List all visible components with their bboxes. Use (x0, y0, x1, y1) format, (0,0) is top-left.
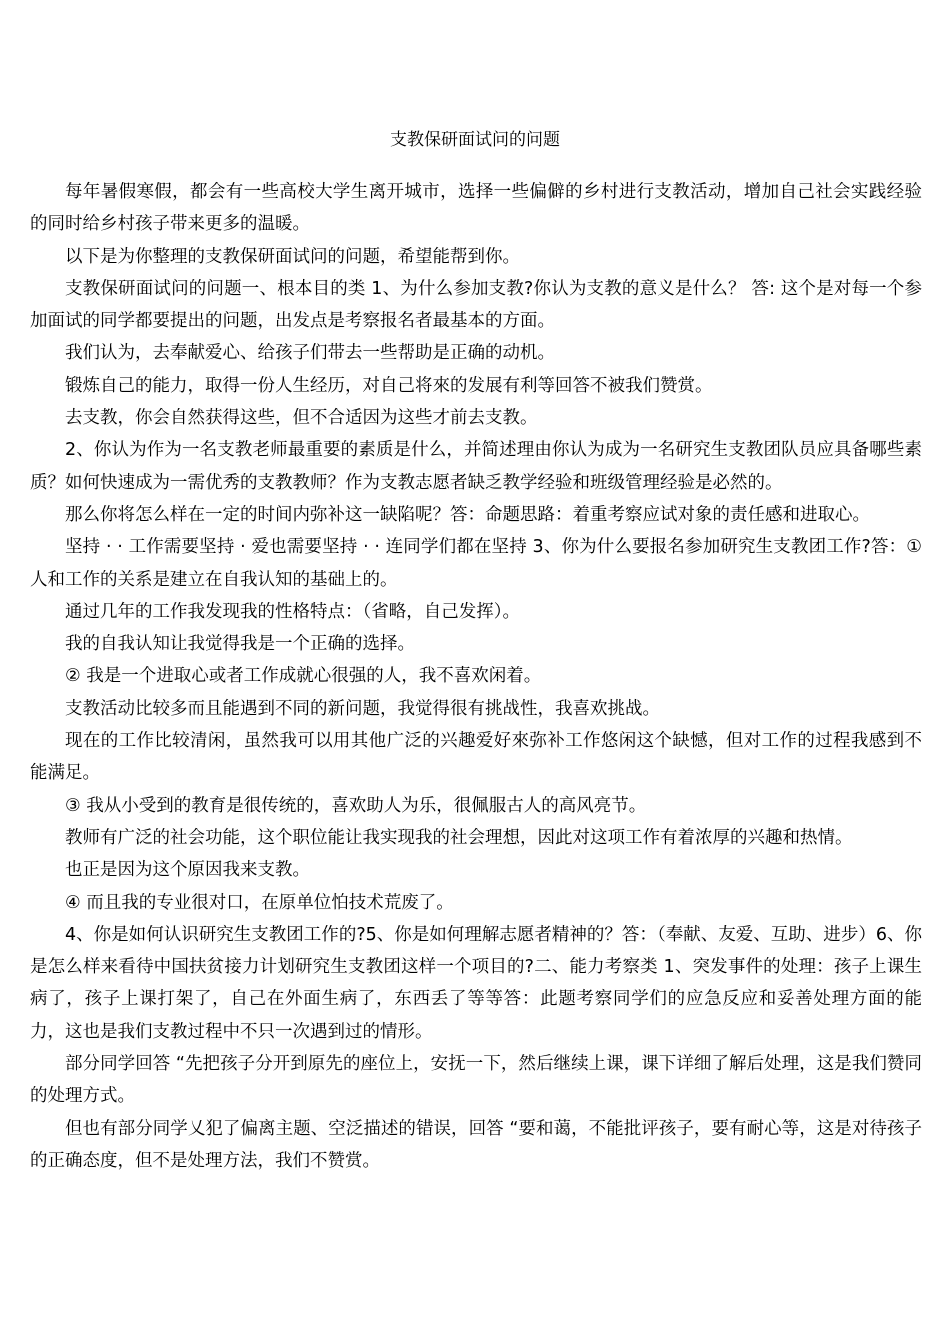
paragraph: ④ 而且我的专业很对口，在原单位怕技术荒废了。 (65, 892, 454, 913)
paragraph: 部分同学回答 “先把孩子分开到原先的座位上，安抚一下，然后继续上课，课下详细了解后处理，这是我们赞同的处理方式。 (30, 1054, 922, 1107)
paragraph: 4、你是如何认识研究生支教团工作的?5、你是如何理解志愿者精神的？答：（奉献、友爱、互助、进步）6、你是怎么样来看待中国扶贫接力计划研究生支教团这样一个项目的?二、能力考察类 1、突发事件的处理：孩子上课生病了，孩子上课打架了，自己在外面生病了，东西丢了等等答：此题考察同学们的应急反应和妥善处理方面的能力，这也是我们支教过程中不只一次遇到过的情形。 (30, 924, 922, 1042)
paragraph: ③ 我从小受到的教育是很传统的，喜欢助人为乐，很佩服古人的高风亮节。 (65, 795, 647, 816)
paragraph: 支教活动比较多而且能遇到不同的新问题，我觉得很有挑战性，我喜欢挑战。 (65, 698, 660, 719)
paragraph: 现在的工作比较清闲，虽然我可以用其他广泛的兴趣爱好來弥补工作悠闲这个缺憾，但对工作的过程我感到不能满足。 (30, 731, 922, 784)
paragraph: 每年暑假寒假，都会有一些高校大学生离开城市，选择一些偏僻的乡村进行支教活动，增加自己社会实践经验的同时给乡村孩子带来更多的温暖。 (30, 182, 922, 235)
paragraph: 坚持 · · 工作需要坚持 · 爱也需要坚持 · · 连同学们都在坚持 3、你为什么要报名参加研究生支教团工作?答：①人和工作的关系是建立在自我认知的基础上的。 (30, 537, 922, 590)
paragraph: ② 我是一个进取心或者工作成就心很强的人，我不喜欢闲着。 (65, 666, 542, 687)
paragraph: 支教保研面试问的问题一、根本目的类 1、为什么参加支教?你认为支教的意义是什么？ 答: 这个是对每一个参加面试的同学都要提出的问题，出发点是考察报名者最基本的方面。 (30, 278, 922, 332)
document-title: 支教保研面试问的问题 (390, 130, 560, 150)
paragraph: 去支教，你会自然获得这些，但不合适因为这些才前去支教。 (65, 408, 538, 429)
paragraph: 我的自我认知让我觉得我是一个正确的选择。 (65, 634, 415, 655)
paragraph: 2、你认为作为一名支教老师最重要的素质是什么，并简述理由你认为成为一名研究生支教团队员应具备哪些素质？如何快速成为一需优秀的支教教师？作为支教志愿者缺乏教学经验和班级管理经验是必然的。 (30, 440, 922, 493)
paragraph: 也正是因为这个原因我来支教。 (65, 860, 310, 881)
paragraph: 教师有广泛的社会功能，这个职位能让我实现我的社会理想，因此对这项工作有着浓厚的兴趣和热情。 (65, 827, 853, 848)
paragraph: 那么你将怎么样在一定的时间内弥补这一缺陷呢？答：命题思路：着重考察应试对象的责任感和进取心。 (65, 504, 870, 525)
paragraph: 锻炼自己的能力，取得一份人生经历，对自己将來的发展有利等回答不被我们赞赏。 (65, 375, 713, 396)
paragraph: 我们认为，去奉献爱心、给孩子们带去一些帮助是正确的动机。 (65, 343, 555, 364)
paragraph: 但也有部分同学乂犯了偏离主题、空泛描述的错误，回答 “要和蔼，不能批评孩子，要有耐心等，这是对待孩子的正确态度，但不是处理方法，我们不赞赏。 (30, 1118, 922, 1171)
paragraph: 以下是为你整理的支教保研面试问的问题，希望能帮到你。 (65, 246, 520, 267)
paragraph: 通过几年的工作我发现我的性格特点：（省略，自己发挥）。 (65, 601, 520, 622)
document-body (30, 176, 922, 1177)
